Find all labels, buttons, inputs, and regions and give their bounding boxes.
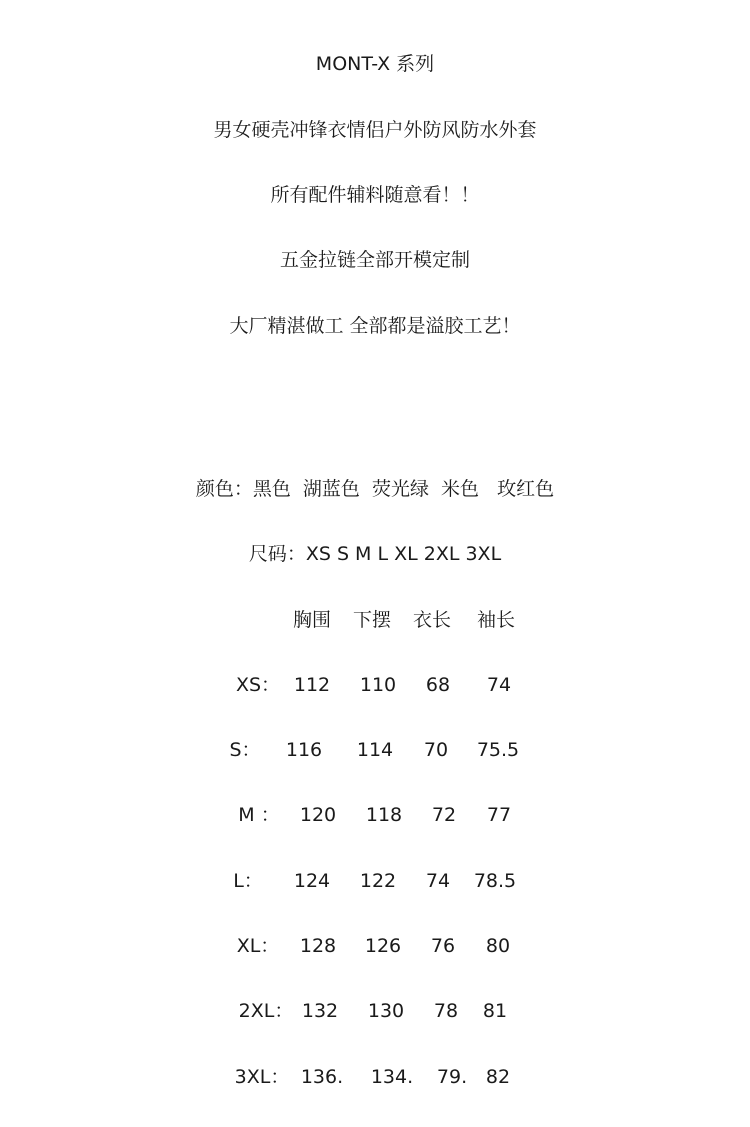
hem-value: 114 (356, 739, 394, 761)
chest-value: 120 (299, 804, 337, 826)
size-label: XL： (236, 935, 280, 957)
header-chest: 胸围 (292, 609, 332, 631)
header-sleeve: 袖长 (476, 609, 516, 631)
sleeve-value: 82 (485, 1066, 511, 1088)
chest-value: 136. (300, 1066, 344, 1088)
length-value: 79. (436, 1066, 468, 1088)
hem-value: 134. (370, 1066, 414, 1088)
length-value: 78 (433, 1000, 459, 1022)
sleeve-value: 80 (485, 935, 511, 957)
hem-value: 126 (364, 935, 402, 957)
length-value: 74 (425, 870, 451, 892)
size-label: L： (233, 870, 263, 892)
size-label: XS： (235, 674, 281, 696)
hardware-note: 五金拉链全部开模定制 (279, 249, 470, 271)
size-label: S： (229, 739, 261, 761)
sleeve-value: 78.5 (473, 870, 517, 892)
series-title: MONT-X 系列 (315, 53, 435, 75)
colors-line: 颜色：黑色 湖蓝色 荧光绿 米色 玫红色 (195, 478, 555, 500)
sleeve-value: 77 (486, 804, 512, 826)
chest-value: 128 (299, 935, 337, 957)
hem-value: 130 (367, 1000, 405, 1022)
sizes-line: 尺码：XS S M L XL 2XL 3XL (248, 543, 502, 565)
craft-note: 大厂精湛做工 全部都是溢胶工艺！ (229, 315, 521, 337)
length-value: 72 (431, 804, 457, 826)
sleeve-value: 75.5 (476, 739, 520, 761)
product-name: 男女硬壳冲锋衣情侣户外防风防水外套 (213, 119, 537, 141)
size-label: 3XL： (234, 1066, 290, 1088)
length-value: 70 (423, 739, 449, 761)
chest-value: 132 (301, 1000, 339, 1022)
size-label: M ： (238, 804, 280, 826)
hem-value: 118 (365, 804, 403, 826)
chest-value: 116 (285, 739, 323, 761)
hem-value: 110 (359, 674, 397, 696)
header-length: 衣长 (412, 609, 452, 631)
sleeve-value: 74 (486, 674, 512, 696)
length-value: 76 (430, 935, 456, 957)
length-value: 68 (425, 674, 451, 696)
accessories-note: 所有配件辅料随意看！！ (270, 184, 480, 206)
header-hem: 下摆 (352, 609, 392, 631)
chest-value: 112 (293, 674, 331, 696)
size-label: 2XL： (238, 1000, 294, 1022)
chest-value: 124 (293, 870, 331, 892)
hem-value: 122 (359, 870, 397, 892)
sleeve-value: 81 (482, 1000, 508, 1022)
